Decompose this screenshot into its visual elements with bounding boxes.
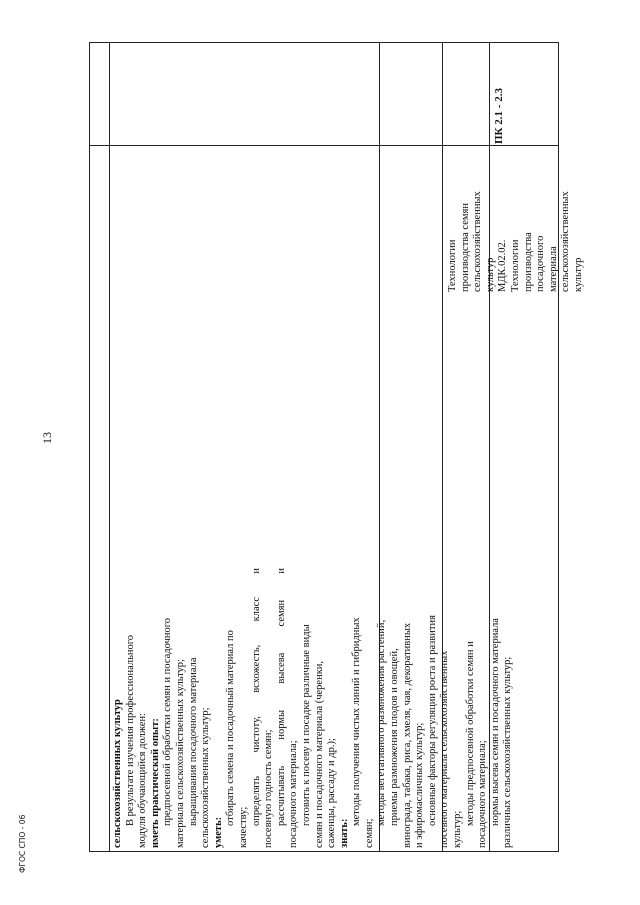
content-line: рассчитывать нормы высева семян и <box>275 568 287 826</box>
content-line: В результате изучения профессионального <box>124 634 136 826</box>
course-line: сельскохозяйственных <box>560 191 572 292</box>
content-line: уметь: <box>212 816 224 848</box>
competency-label: ПК 2.1 - 2.3 <box>493 88 505 144</box>
content-line: культур; <box>452 810 464 848</box>
course-line: культур <box>572 257 584 292</box>
content-line: основные факторы регуляции роста и развития <box>426 615 438 826</box>
content-line: методы вегетативного размножения растений; <box>376 619 388 826</box>
content-line: посевного материала сельскохозяйственных <box>439 650 451 848</box>
content-line: посадочного материала; <box>288 740 300 848</box>
course-line: производства <box>522 232 534 292</box>
course-line: посадочного <box>535 235 547 292</box>
content-line: выращивания посадочного материала <box>187 657 199 826</box>
content-line: саженцы, рассаду и др.); <box>326 738 338 848</box>
course-line: материала <box>547 246 559 292</box>
row-divider <box>109 42 110 852</box>
content-line: модуля обучающийся должен: <box>137 712 149 848</box>
course-line: МДК.02.02. <box>497 239 509 292</box>
content-line: и эфиромасличных культур; <box>414 722 426 848</box>
content-line: приемы размножения плодов и овощей, <box>389 648 401 826</box>
module-content-cell <box>112 568 515 848</box>
content-line: семян и посадочного материала (черенки, <box>313 660 325 848</box>
content-line: предпосевной обработки семян и посадочного <box>162 617 174 826</box>
content-line: знать: <box>338 818 350 848</box>
course-line: производства семян <box>459 203 471 292</box>
content-line: методы предпосевной обработки семян и <box>464 641 476 826</box>
footer-code: ФГОС СПО - 06 <box>18 814 27 873</box>
content-line: отбирать семена и посадочный материал по <box>225 630 237 826</box>
competency-cell <box>493 44 506 144</box>
content-line: материала сельскохозяйственных культур; <box>174 659 186 848</box>
content-line: нормы высева семян и посадочного материала <box>489 618 501 826</box>
content-line: винограда, табака, риса, хмеля, чая, декоративных <box>401 622 413 848</box>
content-line: сельскохозяйственных культур <box>112 699 123 848</box>
course-line: сельскохозяйственных <box>472 191 484 292</box>
table-sheet <box>89 42 584 852</box>
content-line: методы получения чистых линий и гибридных <box>351 617 363 826</box>
content-line: семян; <box>363 818 375 848</box>
course-line: культур <box>484 257 496 292</box>
page-number: 13 <box>40 432 54 444</box>
content-line: готовить к посеву и посадке различные виды <box>300 624 312 826</box>
content-line: определять чистоту, всхожесть, класс и <box>250 568 262 826</box>
content-line: иметь практический опыт: <box>149 718 161 848</box>
content-line: сельскохозяйственных культур; <box>200 707 212 848</box>
course-line: Технологии <box>509 239 521 292</box>
content-line: посевную годность семян; <box>263 729 275 848</box>
course-line: Технологии <box>447 239 458 292</box>
content-line: различных сельскохозяйственных культур; <box>502 656 514 848</box>
content-line: посадочного материала; <box>477 740 489 848</box>
content-line: качеству; <box>237 806 249 848</box>
